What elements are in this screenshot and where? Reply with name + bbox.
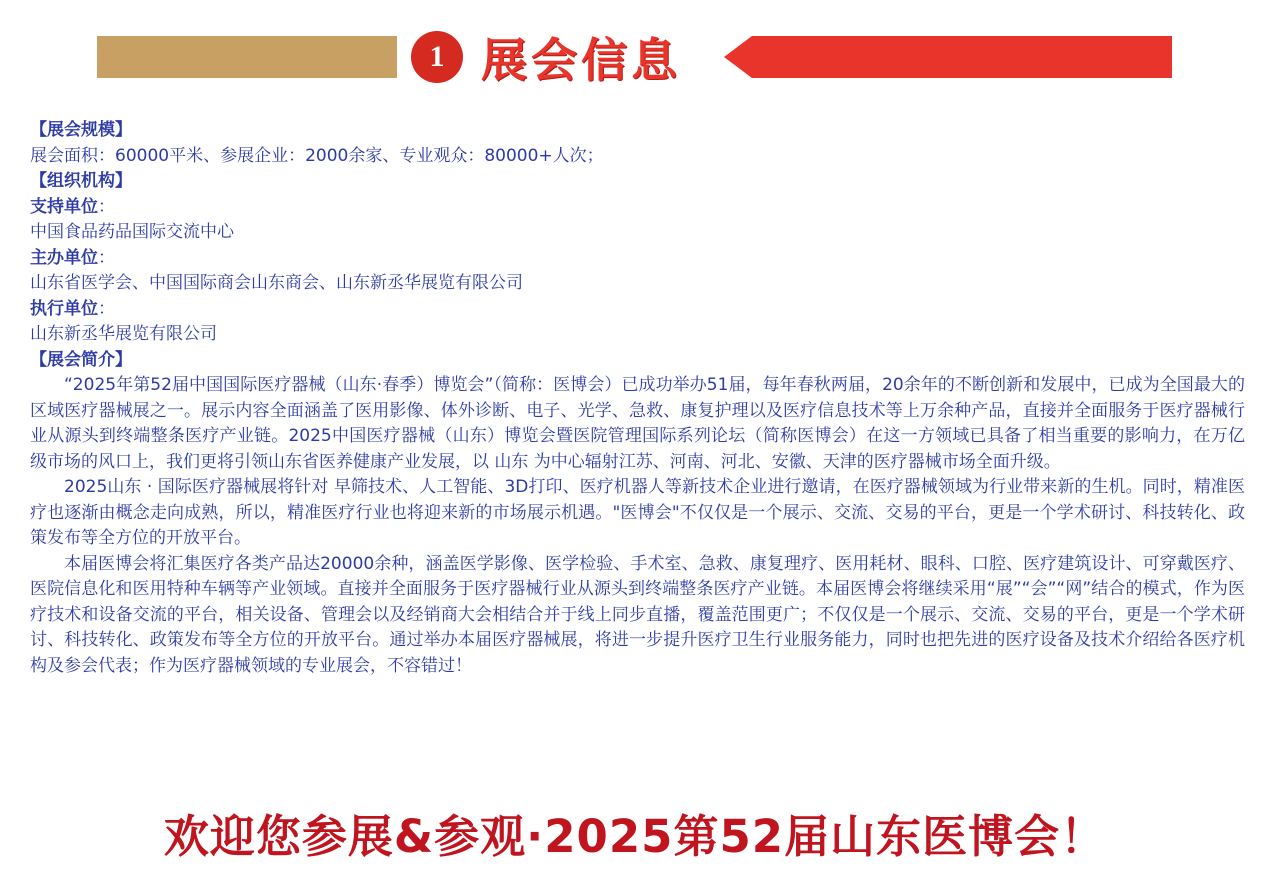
banner-left-decoration xyxy=(97,36,397,78)
intro-paragraph-2: 2025山东 · 国际医疗器械展将针对 早筛技术、人工智能、3D打印、医疗机器人等新技术企业进行邀请，在医疗器械领域为行业带来新的生机。同时，精准医疗也逐渐由概念走向成熟，所以，精准医疗行业也将迎来新的市场展示机遇。"医博会"不仅仅是一个展示、交流、交易的平台，更是一个学术研讨、科技转化、政策发布等全方位的开放平台。 xyxy=(30,477,1245,548)
intro-paragraph-3: 本届医博会将汇集医疗各类产品达20000余种，涵盖医学影像、医学检验、手术室、急救、康复理疗、医用耗材、眼科、口腔、医疗建筑设计、可穿戴医疗、医院信息化和医用特种车辆等产业领域。直接并全面服务于医疗器械行业从源头到终端整条医疗产业链。本届医博会将继续采用“展”“会”“网”结合的模式，作为医疗技术和设备交流的平台，相关设备、管理会以及经销商大会相结合并于线上同步直播，覆盖范围更广；不仅仅是一个展示、交流、交易的平台，更是一个学术研讨、科技转化、政策发布等全方位的开放平台。通过举办本届医疗器械展，将进一步提升医疗卫生行业服务能力，同时也把先进的医疗设备及技术介绍给各医疗机构及参会代表；作为医疗器械领域的专业展会，不容错过！ xyxy=(30,553,1245,676)
host-unit-value: 山东省医学会、中国国际商会山东商会、山东新丞华展览有限公司 xyxy=(30,273,523,293)
exec-unit-row xyxy=(30,297,1245,323)
support-unit-value: 中国食品药品国际交流中心 xyxy=(30,222,234,242)
exec-unit-label: 执行单位 xyxy=(30,298,98,319)
scale-text: 展会面积：60000平米、参展企业：2000余家、专业观众：80000+人次； xyxy=(30,145,604,166)
banner-right-decoration xyxy=(752,36,1172,78)
page-title: 展会信息 xyxy=(481,33,681,87)
host-unit-label: 主办单位 xyxy=(30,247,98,268)
banner-badge-number: 1 xyxy=(411,31,463,83)
host-unit-row xyxy=(30,246,1245,272)
section-heading-scale: 【展会规模】 xyxy=(30,120,132,140)
support-unit-label: 支持单位 xyxy=(30,196,98,217)
host-unit-colon: ： xyxy=(98,247,115,268)
section-heading-organization: 【组织机构】 xyxy=(30,171,132,191)
section-heading-intro: 【展会简介】 xyxy=(30,349,132,370)
footer-slogan: 欢迎您参展&参观·2025第52届山东医博会！ xyxy=(163,810,1107,863)
intro-paragraph-1: “2025年第52届中国国际医疗器械（山东·春季）博览会”（简称：医博会）已成功举办51届，每年春秋两届，20余年的不断创新和发展中，已成为全国最大的区域医疗器械展之一。展示内容全面涵盖了医用影像、体外诊断、电子、光学、急救、康复护理以及医疗信息技术等上万余种产品，直接并全面服务于医疗器械行业从源头到终端整条医疗产业链。2025中国医疗器械（山东）博览会暨医院管理国际系列论坛（简称医博会）在这一方领域已具备了相当重要的影响力，在万亿级市场的风口上，我们更将引领山东省医养健康产业发展，以 山东 为中心辐射江苏、河南、河北、安徽、天津的医疗器械市场全面升级。 xyxy=(30,375,1245,472)
exec-unit-colon: ： xyxy=(98,298,115,319)
document-body xyxy=(30,118,1245,679)
page-banner xyxy=(0,0,1270,100)
exec-unit-value: 山东新丞华展览有限公司 xyxy=(30,324,217,344)
support-unit-row xyxy=(30,195,1245,221)
support-unit-colon: ： xyxy=(98,196,115,217)
